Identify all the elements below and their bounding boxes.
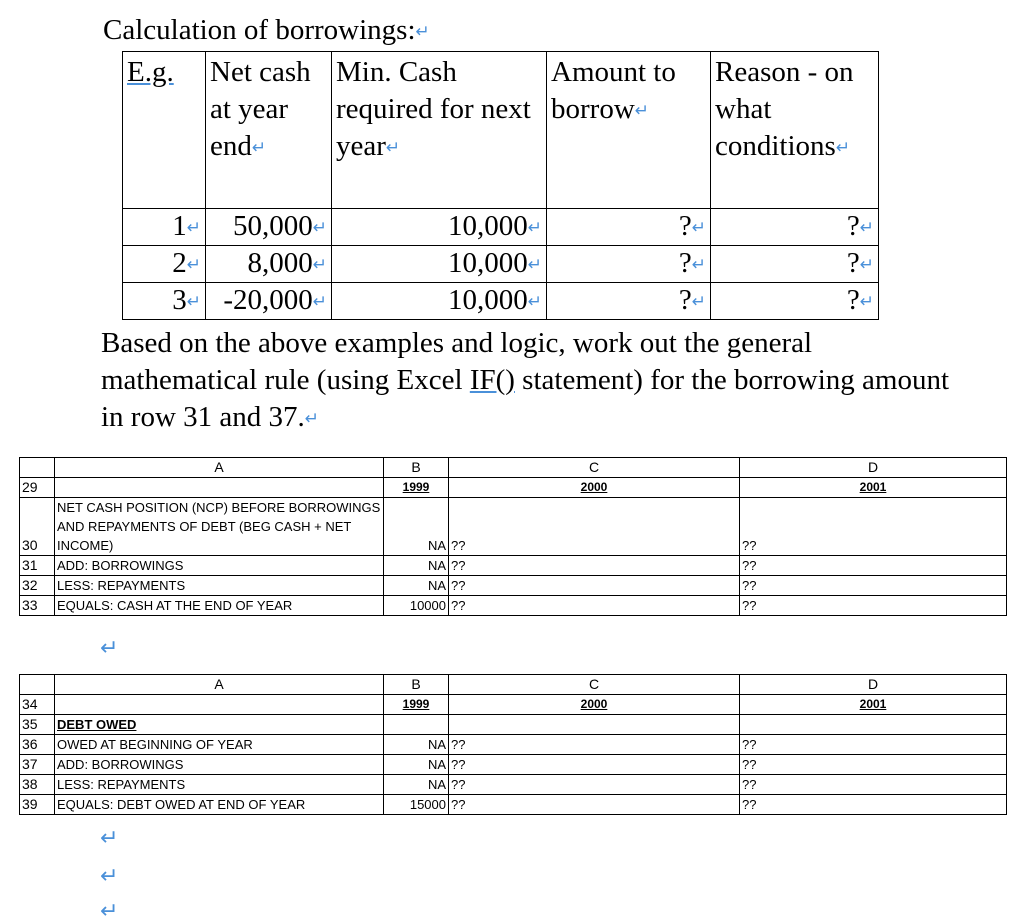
- header-amount-to-borrow: Amount to borrow↵: [547, 52, 711, 209]
- table-row: 39 EQUALS: DEBT OWED AT END OF YEAR 15000 ?? ??: [20, 795, 1007, 815]
- col-header-a: A: [55, 675, 384, 695]
- section-row: 35 DEBT OWED: [20, 715, 1007, 735]
- col-header-b: B: [384, 675, 449, 695]
- header-min-cash: Min. Cash required for next year↵: [332, 52, 547, 209]
- instruction-paragraph: Based on the above examples and logic, work out the general mathematical rule (using Excel IF() statement) for the borrowing amount in row 31 and 37.↵: [101, 327, 950, 433]
- col-header-c: C: [449, 675, 740, 695]
- section-title: Calculation of borrowings:↵: [103, 14, 430, 46]
- col-header-d: D: [740, 458, 1007, 478]
- col-header-d: D: [740, 675, 1007, 695]
- col-header-c: C: [449, 458, 740, 478]
- table-row: 38 LESS: REPAYMENTS NA ?? ??: [20, 775, 1007, 795]
- paragraph-mark-icon: ↵: [100, 899, 119, 924]
- example-row: 2↵ 8,000↵ 10,000↵ ?↵ ?↵: [123, 246, 879, 283]
- spreadsheet-debt: [19, 674, 1007, 815]
- col-header-b: B: [384, 458, 449, 478]
- table-row: 36 OWED AT BEGINNING OF YEAR NA ?? ??: [20, 735, 1007, 755]
- col-header-a: A: [55, 458, 384, 478]
- table-row: 30 NET CASH POSITION (NCP) BEFORE BORROWINGS AND REPAYMENTS OF DEBT (BEG CASH + NET INCOME) NA ?? ??: [20, 498, 1007, 556]
- spreadsheet-cash: [19, 457, 1007, 616]
- example-row: 3↵ -20,000↵ 10,000↵ ?↵ ?↵: [123, 283, 879, 320]
- paragraph-mark-icon: ↵: [100, 864, 119, 889]
- paragraph-mark-icon: ↵: [415, 22, 430, 42]
- example-table: [122, 51, 879, 320]
- table-row: 31 ADD: BORROWINGS NA ?? ??: [20, 556, 1007, 576]
- header-eg: E.g.: [123, 52, 206, 209]
- table-row: 32 LESS: REPAYMENTS NA ?? ??: [20, 576, 1007, 596]
- table-row: 37 ADD: BORROWINGS NA ?? ??: [20, 755, 1007, 775]
- example-row: 1↵ 50,000↵ 10,000↵ ?↵ ?↵: [123, 209, 879, 246]
- year-row: 34 1999 2000 2001: [20, 695, 1007, 715]
- table-row: 33 EQUALS: CASH AT THE END OF YEAR 10000 ?? ??: [20, 596, 1007, 616]
- header-reason: Reason - on what conditions↵: [711, 52, 879, 209]
- header-net-cash: Net cash at year end↵: [206, 52, 332, 209]
- paragraph-mark-icon: ↵: [100, 826, 119, 851]
- paragraph-mark-icon: ↵: [100, 636, 119, 661]
- year-row: 29 1999 2000 2001: [20, 478, 1007, 498]
